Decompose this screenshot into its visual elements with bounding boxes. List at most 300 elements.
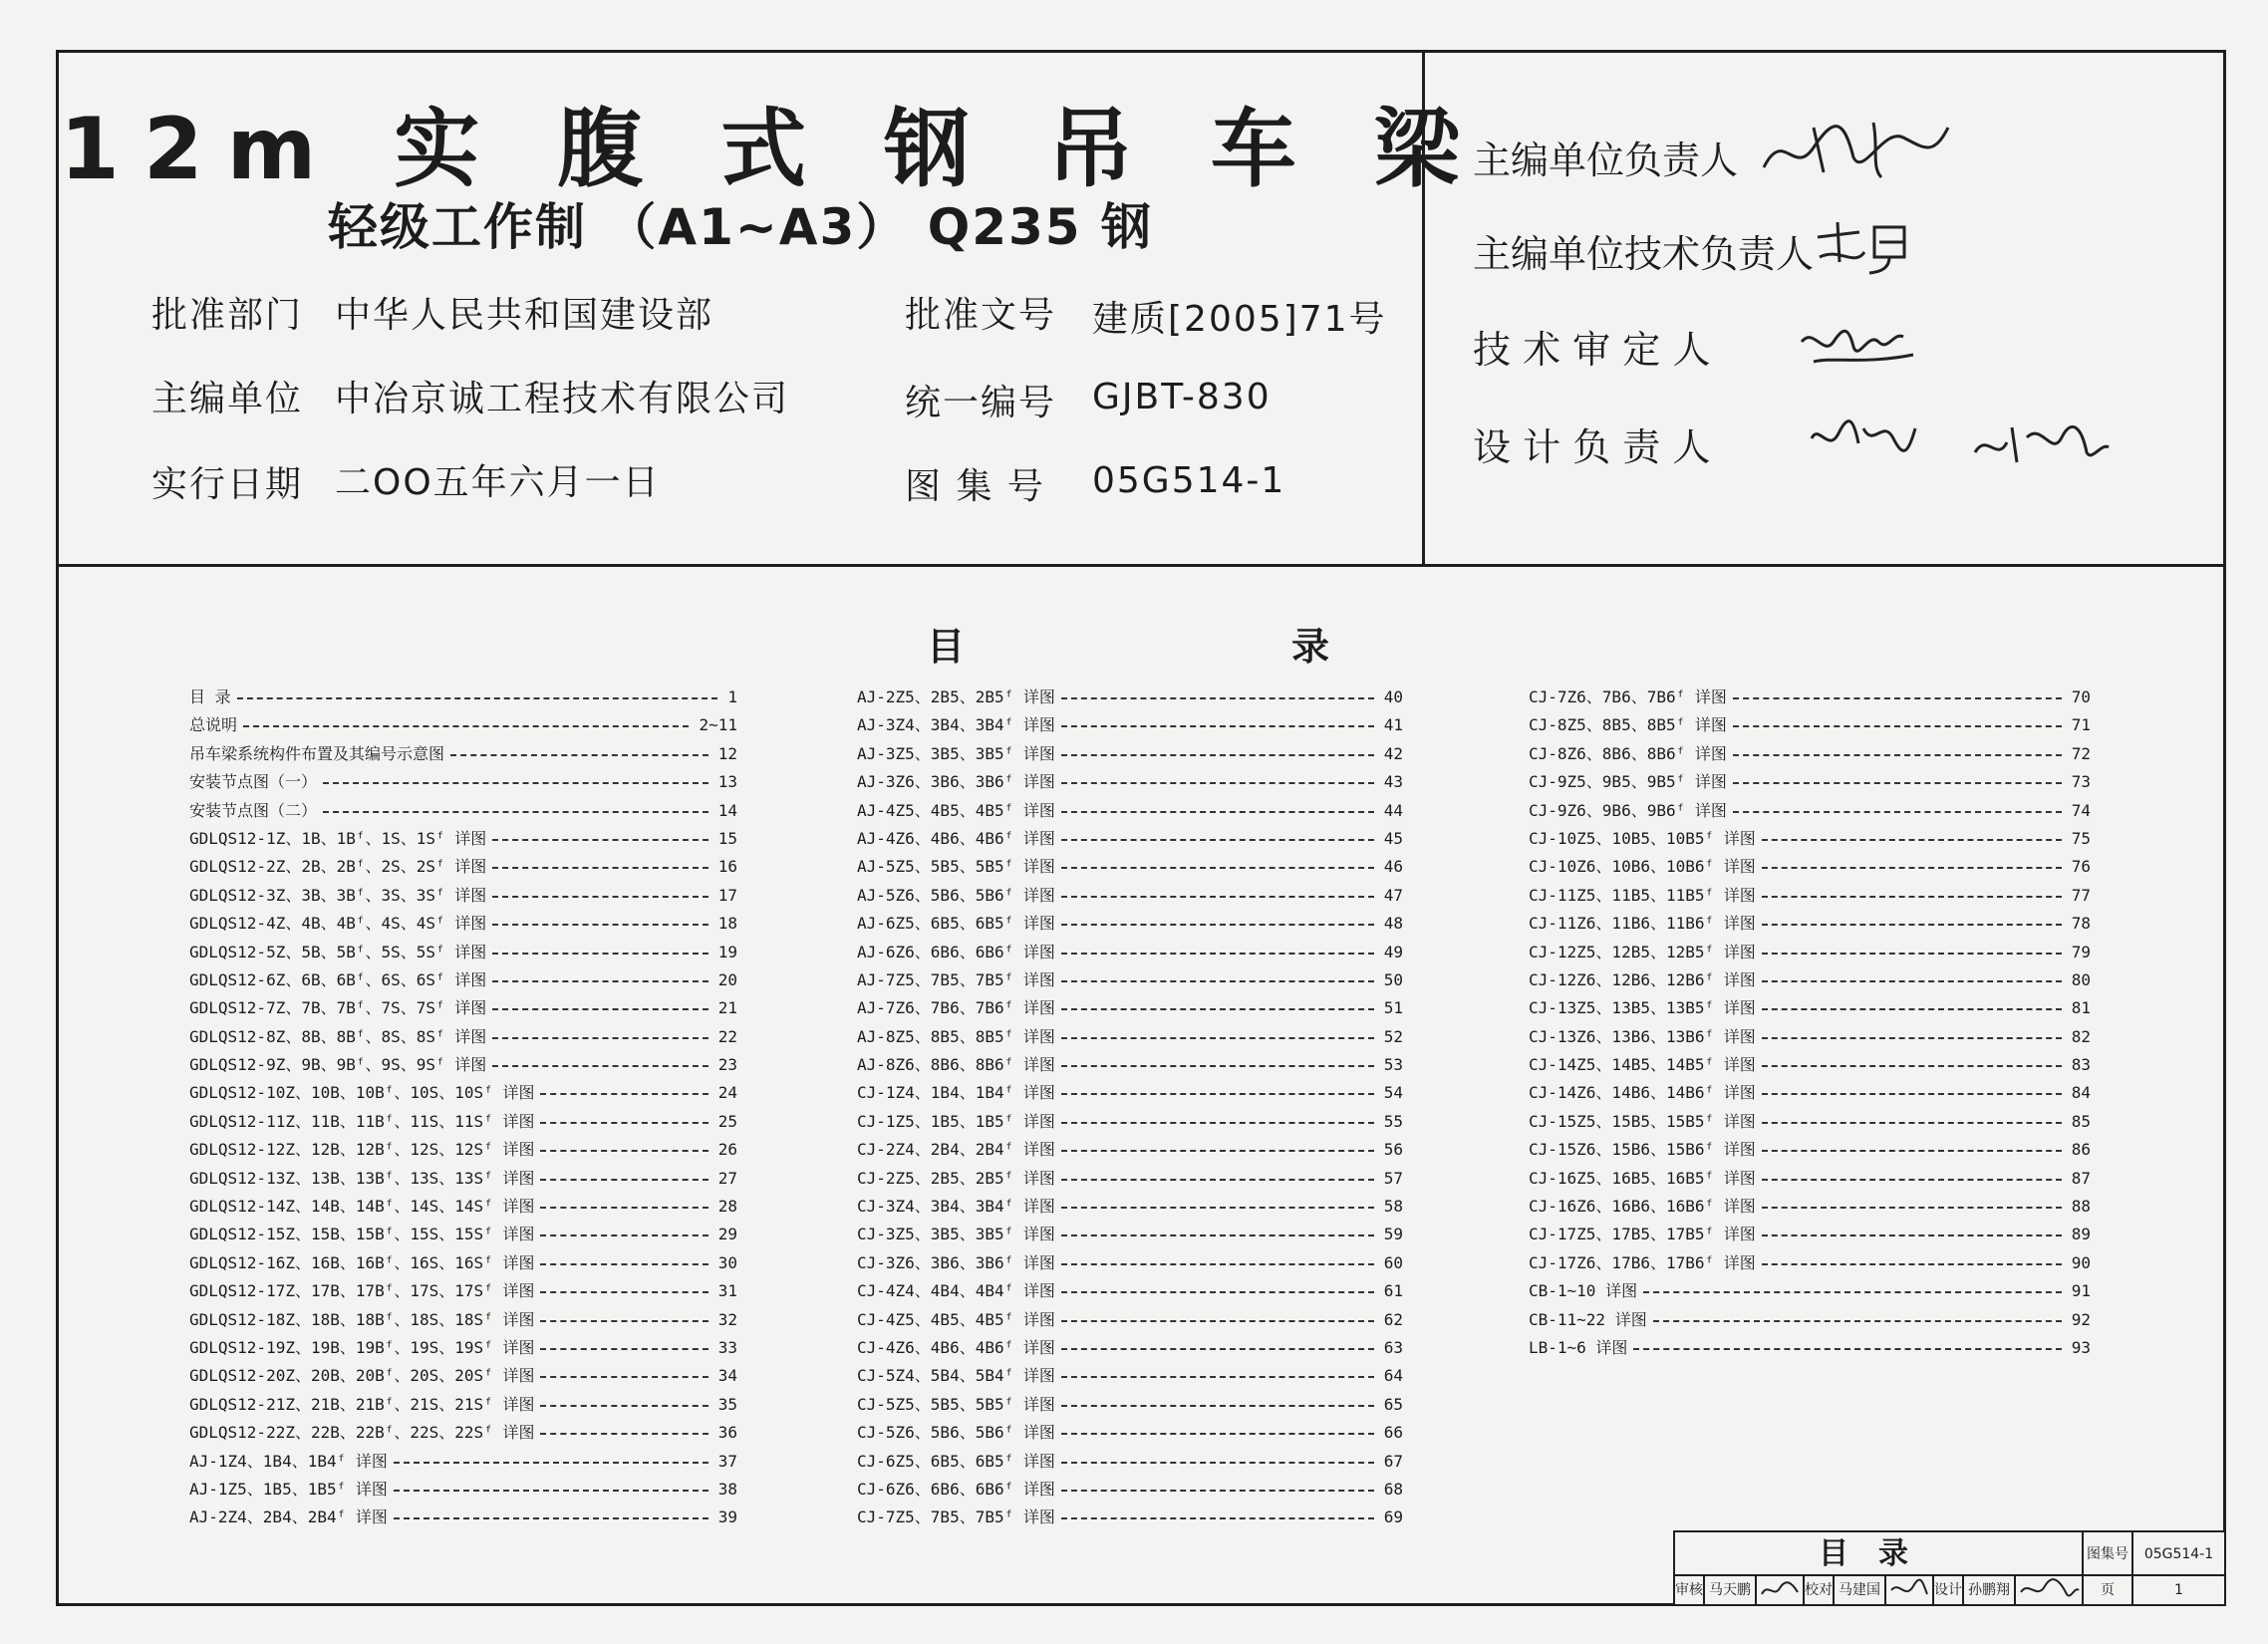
toc-entry	[1529, 797, 2091, 825]
toc-leader-line	[1061, 1376, 1374, 1378]
toc-entry-label: AJ-5Z5、5B5、5B5ᶠ 详图	[857, 857, 1055, 877]
toc-entry-label: AJ-1Z5、1B5、1B5ᶠ 详图	[189, 1479, 388, 1499]
toc-leader-line	[1061, 1348, 1374, 1350]
toc-entry	[1529, 882, 2091, 910]
toc-entry-page: 75	[2071, 828, 2091, 848]
toc-entry	[1529, 1023, 2091, 1051]
toc-entry-label: AJ-8Z6、8B6、8B6ᶠ 详图	[857, 1055, 1055, 1075]
toc-entry-label: CJ-2Z4、2B4、2B4ᶠ 详图	[857, 1140, 1055, 1160]
toc-leader-line	[1762, 1065, 2062, 1067]
toc-entry	[1529, 966, 2091, 994]
toc-entry-page: 50	[1383, 969, 1403, 989]
toc-entry-page: 44	[1383, 800, 1403, 820]
toc-entry-page: 39	[717, 1507, 737, 1527]
toc-entry	[1529, 1306, 2091, 1334]
toc-entry-label: CB-1~10 详图	[1529, 1281, 1638, 1301]
toc-entry-label: CJ-12Z5、12B5、12B5ᶠ 详图	[1529, 942, 1756, 961]
toc-entry-label: GDLQS12-3Z、3B、3Bᶠ、3S、3Sᶠ 详图	[189, 885, 487, 905]
toc-entry-label: AJ-7Z5、7B5、7B5ᶠ 详图	[857, 969, 1055, 989]
toc-entry	[1529, 853, 2091, 881]
toc-entry-page: 90	[2071, 1252, 2091, 1272]
toc-entry-label: AJ-7Z6、7B6、7B6ᶠ 详图	[857, 998, 1055, 1018]
toc-leader-line	[1733, 697, 2062, 699]
toc-entry-page: 57	[1383, 1168, 1403, 1188]
approve-dept-label: 批准部门	[151, 295, 304, 336]
editor-unit-label: 主编单位	[151, 379, 304, 419]
toc-entry	[189, 1136, 737, 1164]
toc-entry-page: 58	[1383, 1197, 1403, 1217]
toc-entry-page: 82	[2071, 1026, 2091, 1046]
toc-entry-label: CJ-3Z6、3B6、3B6ᶠ 详图	[857, 1252, 1055, 1272]
toc-entry	[1529, 939, 2091, 966]
toc-entry-label: CJ-2Z5、2B5、2B5ᶠ 详图	[857, 1168, 1055, 1188]
toc-leader-line	[394, 1462, 709, 1464]
toc-entry-page: 52	[1383, 1026, 1403, 1046]
toc-leader-line	[1061, 1008, 1374, 1010]
toc-entry-label: CJ-16Z6、16B6、16B6ᶠ 详图	[1529, 1197, 1756, 1217]
toc-leader-line	[1061, 980, 1374, 982]
toc-entry	[1529, 1277, 2091, 1305]
toc-entry	[189, 1334, 737, 1362]
toc-entry	[189, 1504, 737, 1531]
toc-entry-label: GDLQS12-9Z、9B、9Bᶠ、9S、9Sᶠ 详图	[189, 1055, 487, 1075]
toc-leader-line	[1061, 1291, 1374, 1293]
toc-entry-label: CJ-14Z6、14B6、14B6ᶠ 详图	[1529, 1083, 1756, 1103]
toc-entry	[857, 825, 1403, 853]
toc-entry-page: 71	[2071, 715, 2091, 735]
toc-leader-line	[1061, 1433, 1374, 1435]
toc-entry-label: CJ-17Z6、17B6、17B6ᶠ 详图	[1529, 1252, 1756, 1272]
toc-entry-label: AJ-3Z4、3B4、3B4ᶠ 详图	[857, 715, 1055, 735]
toc-entry-label: CJ-3Z5、3B5、3B5ᶠ 详图	[857, 1225, 1055, 1244]
toc-entry	[189, 1023, 737, 1051]
toc-entry-label: CJ-10Z6、10B6、10B6ᶠ 详图	[1529, 857, 1756, 877]
toc-entry-page: 40	[1383, 687, 1403, 706]
toc-entry	[857, 1362, 1403, 1390]
toc-leader-line	[1762, 1093, 2062, 1095]
toc-entry-page: 1	[727, 687, 737, 706]
toc-entry-page: 76	[2071, 857, 2091, 877]
title-block	[1673, 1530, 2226, 1606]
toc-leader-line	[540, 1348, 709, 1350]
toc-leader-line	[1762, 867, 2062, 869]
design-head-label: 设 计 负 责 人	[1473, 425, 1711, 469]
toc-leader-line	[492, 1065, 709, 1067]
toc-entry	[1529, 740, 2091, 768]
toc-leader-line	[1061, 1490, 1374, 1492]
toc-entry-page: 19	[717, 942, 737, 961]
toc-heading-right: 录	[1291, 625, 1330, 669]
toc-entry-page: 26	[717, 1140, 737, 1160]
toc-entry	[857, 1419, 1403, 1447]
title-block-design-name: 孙鹏翔	[1964, 1576, 2016, 1604]
toc-entry-label: CJ-16Z5、16B5、16B5ᶠ 详图	[1529, 1168, 1756, 1188]
toc-entry-label: 总说明	[189, 715, 238, 735]
toc-entry-page: 2~11	[699, 715, 737, 735]
toc-entry-page: 27	[717, 1168, 737, 1188]
toc-column-2	[857, 684, 1403, 1532]
header-divider	[56, 564, 2226, 567]
toc-entry-label: CJ-11Z5、11B5、11B5ᶠ 详图	[1529, 885, 1756, 905]
toc-entry	[1529, 1334, 2091, 1362]
toc-leader-line	[492, 980, 709, 982]
toc-entry-page: 86	[2071, 1140, 2091, 1160]
toc-leader-line	[1643, 1291, 2062, 1293]
toc-entry	[857, 711, 1403, 739]
toc-entry-page: 55	[1383, 1111, 1403, 1131]
toc-entry-page: 69	[1383, 1507, 1403, 1527]
toc-leader-line	[1061, 1065, 1374, 1067]
toc-entry	[857, 1165, 1403, 1193]
editor-unit-value: 中冶京诚工程技术有限公司	[335, 379, 790, 419]
toc-entry	[1529, 1051, 2091, 1079]
toc-leader-line	[1733, 725, 2062, 727]
toc-heading-left: 目	[927, 625, 966, 669]
toc-entry-label: CJ-10Z5、10B5、10B5ᶠ 详图	[1529, 828, 1756, 848]
toc-entry	[189, 1277, 737, 1305]
toc-entry-label: CJ-6Z5、6B5、6B5ᶠ 详图	[857, 1451, 1055, 1471]
toc-entry-page: 73	[2071, 772, 2091, 792]
toc-entry	[189, 825, 737, 853]
toc-entry-label: AJ-3Z6、3B6、3B6ᶠ 详图	[857, 772, 1055, 792]
title-block-title: 目录	[1675, 1532, 2084, 1576]
toc-entry-page: 53	[1383, 1055, 1403, 1075]
toc-entry-label: AJ-3Z5、3B5、3B5ᶠ 详图	[857, 743, 1055, 763]
toc-entry-page: 89	[2071, 1225, 2091, 1244]
toc-leader-line	[1733, 754, 2062, 756]
toc-entry-page: 85	[2071, 1111, 2091, 1131]
signature-design	[2016, 1576, 2084, 1604]
toc-entry	[857, 853, 1403, 881]
toc-entry-label: GDLQS12-15Z、15B、15Bᶠ、15S、15Sᶠ 详图	[189, 1225, 535, 1244]
title-block-review-name: 马天鹏	[1705, 1576, 1757, 1604]
signature-design-head-2	[1967, 412, 2117, 472]
toc-entry-page: 42	[1383, 743, 1403, 763]
toc-entry-label: GDLQS12-18Z、18B、18Bᶠ、18S、18Sᶠ 详图	[189, 1309, 535, 1329]
toc-entry	[1529, 1079, 2091, 1107]
toc-entry-label: 安装节点图（一）	[189, 772, 318, 792]
signature-chief-unit-tech-head	[1810, 217, 1919, 277]
toc-leader-line	[323, 811, 709, 813]
effective-date-value: 二OO五年六月一日	[335, 462, 661, 503]
toc-entry-label: CJ-1Z5、1B5、1B5ᶠ 详图	[857, 1111, 1055, 1131]
toc-entry	[189, 1165, 737, 1193]
toc-entry	[857, 684, 1403, 711]
toc-entry	[189, 1391, 737, 1419]
toc-entry-label: CJ-8Z5、8B5、8B5ᶠ 详图	[1529, 715, 1727, 735]
toc-entry-page: 81	[2071, 998, 2091, 1018]
toc-column-1	[189, 684, 737, 1532]
toc-entry-label: AJ-2Z4、2B4、2B4ᶠ 详图	[189, 1507, 388, 1527]
toc-column-3	[1529, 684, 2091, 1362]
toc-leader-line	[1733, 782, 2062, 784]
toc-entry-label: GDLQS12-17Z、17B、17Bᶠ、17S、17Sᶠ 详图	[189, 1281, 535, 1301]
toc-entry-page: 67	[1383, 1451, 1403, 1471]
toc-leader-line	[540, 1234, 709, 1236]
toc-entry-label: LB-1~6 详图	[1529, 1337, 1628, 1357]
toc-entry	[857, 1277, 1403, 1305]
toc-entry-label: CJ-13Z5、13B5、13B5ᶠ 详图	[1529, 998, 1756, 1018]
toc-entry-page: 43	[1383, 772, 1403, 792]
toc-entry-page: 74	[2071, 800, 2091, 820]
toc-leader-line	[540, 1122, 709, 1124]
toc-leader-line	[1762, 1008, 2062, 1010]
toc-leader-line	[1061, 725, 1374, 727]
toc-entry-page: 93	[2071, 1337, 2091, 1357]
toc-entry	[857, 1079, 1403, 1107]
toc-leader-line	[1733, 811, 2062, 813]
toc-entry-page: 68	[1383, 1479, 1403, 1499]
unified-no-value: GJBT-830	[1092, 377, 1272, 417]
toc-entry-label: AJ-6Z5、6B5、6B5ᶠ 详图	[857, 914, 1055, 934]
toc-entry	[189, 910, 737, 938]
title-block-review-label: 审核	[1675, 1576, 1705, 1604]
signature-review	[1757, 1576, 1805, 1604]
toc-entry	[1529, 1136, 2091, 1164]
page-subtitle: 轻级工作制 （A1~A3） Q235 钢	[328, 198, 1153, 256]
toc-leader-line	[1061, 953, 1374, 955]
toc-entry-label: CJ-12Z6、12B6、12B6ᶠ 详图	[1529, 969, 1756, 989]
toc-entry-label: AJ-8Z5、8B5、8B5ᶠ 详图	[857, 1026, 1055, 1046]
toc-entry-page: 54	[1383, 1083, 1403, 1103]
toc-entry-label: GDLQS12-8Z、8B、8Bᶠ、8S、8Sᶠ 详图	[189, 1026, 487, 1046]
toc-entry-page: 46	[1383, 857, 1403, 877]
toc-leader-line	[450, 754, 709, 756]
toc-entry	[189, 1193, 737, 1221]
toc-leader-line	[1061, 1150, 1374, 1152]
toc-entry	[1529, 910, 2091, 938]
toc-entry-page: 13	[717, 772, 737, 792]
toc-entry-label: 目 录	[189, 687, 231, 706]
toc-entry	[189, 1079, 737, 1107]
toc-entry-label: GDLQS12-1Z、1B、1Bᶠ、1S、1Sᶠ 详图	[189, 828, 487, 848]
toc-leader-line	[1061, 867, 1374, 869]
toc-entry-label: GDLQS12-12Z、12B、12Bᶠ、12S、12Sᶠ 详图	[189, 1140, 535, 1160]
toc-entry-page: 47	[1383, 885, 1403, 905]
signature-chief-unit-head	[1754, 108, 1953, 187]
toc-entry-label: CJ-7Z6、7B6、7B6ᶠ 详图	[1529, 687, 1727, 706]
toc-entry-page: 31	[717, 1281, 737, 1301]
toc-entry-label: CJ-14Z5、14B5、14B5ᶠ 详图	[1529, 1055, 1756, 1075]
toc-leader-line	[540, 1291, 709, 1293]
toc-entry-page: 32	[717, 1309, 737, 1329]
toc-leader-line	[540, 1376, 709, 1378]
toc-entry-label: CJ-5Z5、5B5、5B5ᶠ 详图	[857, 1394, 1055, 1414]
toc-leader-line	[394, 1490, 709, 1492]
toc-entry-page: 22	[717, 1026, 737, 1046]
toc-entry	[1529, 1249, 2091, 1277]
toc-leader-line	[1061, 1405, 1374, 1407]
toc-leader-line	[540, 1150, 709, 1152]
toc-leader-line	[492, 924, 709, 926]
toc-entry-page: 38	[717, 1479, 737, 1499]
toc-entry-page: 83	[2071, 1055, 2091, 1075]
toc-entry	[189, 1419, 737, 1447]
toc-leader-line	[492, 953, 709, 955]
toc-leader-line	[540, 1320, 709, 1322]
toc-leader-line	[323, 782, 709, 784]
toc-leader-line	[1762, 924, 2062, 926]
toc-entry-page: 77	[2071, 885, 2091, 905]
signature-design-head-1	[1804, 409, 1923, 468]
toc-entry-page: 79	[2071, 942, 2091, 961]
toc-entry-page: 64	[1383, 1366, 1403, 1386]
toc-entry-label: CJ-15Z6、15B6、15B6ᶠ 详图	[1529, 1140, 1756, 1160]
toc-entry-label: CJ-8Z6、8B6、8B6ᶠ 详图	[1529, 743, 1727, 763]
toc-entry	[189, 882, 737, 910]
toc-leader-line	[1762, 980, 2062, 982]
approve-doc-label: 批准文号	[905, 295, 1057, 336]
toc-entry-page: 34	[717, 1366, 737, 1386]
toc-entry-page: 30	[717, 1252, 737, 1272]
toc-entry-label: 吊车梁系统构件布置及其编号示意图	[189, 743, 445, 763]
toc-entry-page: 29	[717, 1225, 737, 1244]
toc-entry	[189, 1249, 737, 1277]
toc-leader-line	[1762, 1150, 2062, 1152]
toc-entry-label: CJ-13Z6、13B6、13B6ᶠ 详图	[1529, 1026, 1756, 1046]
toc-entry	[189, 994, 737, 1022]
toc-entry-page: 60	[1383, 1252, 1403, 1272]
toc-entry	[857, 966, 1403, 994]
toc-entry	[189, 711, 737, 739]
toc-entry-page: 80	[2071, 969, 2091, 989]
toc-entry-page: 65	[1383, 1394, 1403, 1414]
toc-entry	[1529, 1221, 2091, 1248]
toc-entry	[857, 910, 1403, 938]
toc-entry	[189, 1051, 737, 1079]
toc-entry-page: 66	[1383, 1423, 1403, 1443]
toc-entry	[189, 1476, 737, 1504]
toc-entry-page: 91	[2071, 1281, 2091, 1301]
toc-entry-label: AJ-6Z6、6B6、6B6ᶠ 详图	[857, 942, 1055, 961]
toc-entry-label: GDLQS12-14Z、14B、14Bᶠ、14S、14Sᶠ 详图	[189, 1197, 535, 1217]
toc-entry-page: 78	[2071, 914, 2091, 934]
toc-entry-page: 87	[2071, 1168, 2091, 1188]
toc-leader-line	[1061, 1234, 1374, 1236]
chief-unit-tech-head-label: 主编单位技术负责人	[1473, 232, 1815, 276]
toc-entry-label: GDLQS12-20Z、20B、20Bᶠ、20S、20Sᶠ 详图	[189, 1366, 535, 1386]
toc-entry-page: 18	[717, 914, 737, 934]
toc-entry	[189, 1221, 737, 1248]
toc-entry	[189, 768, 737, 796]
toc-entry-label: GDLQS12-16Z、16B、16Bᶠ、16S、16Sᶠ 详图	[189, 1252, 535, 1272]
toc-entry	[189, 684, 737, 711]
toc-leader-line	[540, 1179, 709, 1181]
toc-entry-label: GDLQS12-7Z、7B、7Bᶠ、7S、7Sᶠ 详图	[189, 998, 487, 1018]
toc-leader-line	[1762, 953, 2062, 955]
title-block-check-label: 校对	[1805, 1576, 1835, 1604]
toc-entry-label: CJ-17Z5、17B5、17B5ᶠ 详图	[1529, 1225, 1756, 1244]
toc-entry	[189, 1108, 737, 1136]
toc-leader-line	[1061, 1320, 1374, 1322]
title-block-atlas-label: 图集号	[2084, 1532, 2133, 1576]
toc-leader-line	[1061, 839, 1374, 841]
toc-entry-page: 33	[717, 1337, 737, 1357]
toc-entry-page: 36	[717, 1423, 737, 1443]
toc-entry	[857, 1221, 1403, 1248]
atlas-no-value: 05G514-1	[1092, 460, 1286, 501]
toc-entry	[857, 1504, 1403, 1531]
toc-entry	[189, 966, 737, 994]
toc-entry	[857, 740, 1403, 768]
toc-entry-page: 24	[717, 1083, 737, 1103]
toc-entry-label: CJ-4Z5、4B5、4B5ᶠ 详图	[857, 1309, 1055, 1329]
toc-entry	[189, 797, 737, 825]
toc-leader-line	[1061, 1037, 1374, 1039]
toc-entry-label: CB-11~22 详图	[1529, 1309, 1647, 1329]
toc-entry	[1529, 1193, 2091, 1221]
toc-entry-page: 92	[2071, 1309, 2091, 1329]
toc-entry-label: CJ-9Z5、9B5、9B5ᶠ 详图	[1529, 772, 1727, 792]
toc-entry	[1529, 1165, 2091, 1193]
toc-leader-line	[1653, 1320, 2062, 1322]
toc-entry	[857, 1023, 1403, 1051]
tech-approver-label: 技 术 审 定 人	[1473, 328, 1711, 372]
toc-entry	[1529, 825, 2091, 853]
chief-unit-head-label: 主编单位负责人	[1473, 138, 1739, 182]
toc-entry-page: 17	[717, 885, 737, 905]
toc-entry	[189, 853, 737, 881]
toc-entry-label: CJ-4Z4、4B4、4B4ᶠ 详图	[857, 1281, 1055, 1301]
toc-entry	[857, 768, 1403, 796]
toc-leader-line	[1762, 1179, 2062, 1181]
toc-entry	[1529, 684, 2091, 711]
toc-entry	[189, 1362, 737, 1390]
toc-entry-page: 21	[717, 998, 737, 1018]
toc-leader-line	[394, 1517, 709, 1519]
toc-entry	[1529, 768, 2091, 796]
toc-entry-label: CJ-3Z4、3B4、3B4ᶠ 详图	[857, 1197, 1055, 1217]
toc-entry	[857, 1448, 1403, 1476]
toc-entry-page: 62	[1383, 1309, 1403, 1329]
toc-leader-line	[1061, 1122, 1374, 1124]
title-block-page-label: 页	[2084, 1576, 2133, 1604]
toc-entry-page: 49	[1383, 942, 1403, 961]
signature-check	[1886, 1576, 1934, 1604]
toc-leader-line	[540, 1093, 709, 1095]
toc-entry	[857, 1136, 1403, 1164]
toc-leader-line	[492, 1037, 709, 1039]
title-block-check-name: 马建国	[1835, 1576, 1886, 1604]
toc-entry-label: AJ-2Z5、2B5、2B5ᶠ 详图	[857, 687, 1055, 706]
toc-leader-line	[1762, 1207, 2062, 1209]
toc-leader-line	[1061, 1263, 1374, 1265]
toc-entry	[857, 1334, 1403, 1362]
toc-entry-page: 15	[717, 828, 737, 848]
toc-entry-page: 72	[2071, 743, 2091, 763]
toc-entry-page: 70	[2071, 687, 2091, 706]
toc-entry-page: 61	[1383, 1281, 1403, 1301]
toc-entry-label: GDLQS12-21Z、21B、21Bᶠ、21S、21Sᶠ 详图	[189, 1394, 535, 1414]
toc-entry-page: 12	[717, 743, 737, 763]
toc-leader-line	[1061, 1093, 1374, 1095]
toc-entry-page: 37	[717, 1451, 737, 1471]
toc-entry-label: GDLQS12-19Z、19B、19Bᶠ、19S、19Sᶠ 详图	[189, 1337, 535, 1357]
toc-entry-page: 48	[1383, 914, 1403, 934]
toc-leader-line	[1061, 924, 1374, 926]
toc-entry-page: 25	[717, 1111, 737, 1131]
toc-entry	[857, 994, 1403, 1022]
toc-leader-line	[1061, 896, 1374, 898]
toc-entry-label: CJ-1Z4、1B4、1B4ᶠ 详图	[857, 1083, 1055, 1103]
toc-leader-line	[540, 1433, 709, 1435]
toc-entry-label: AJ-5Z6、5B6、5B6ᶠ 详图	[857, 885, 1055, 905]
toc-leader-line	[1061, 1207, 1374, 1209]
toc-entry	[189, 740, 737, 768]
toc-entry	[1529, 1108, 2091, 1136]
toc-entry-label: GDLQS12-4Z、4B、4Bᶠ、4S、4Sᶠ 详图	[189, 914, 487, 934]
title-block-page-value: 1	[2174, 1582, 2183, 1598]
